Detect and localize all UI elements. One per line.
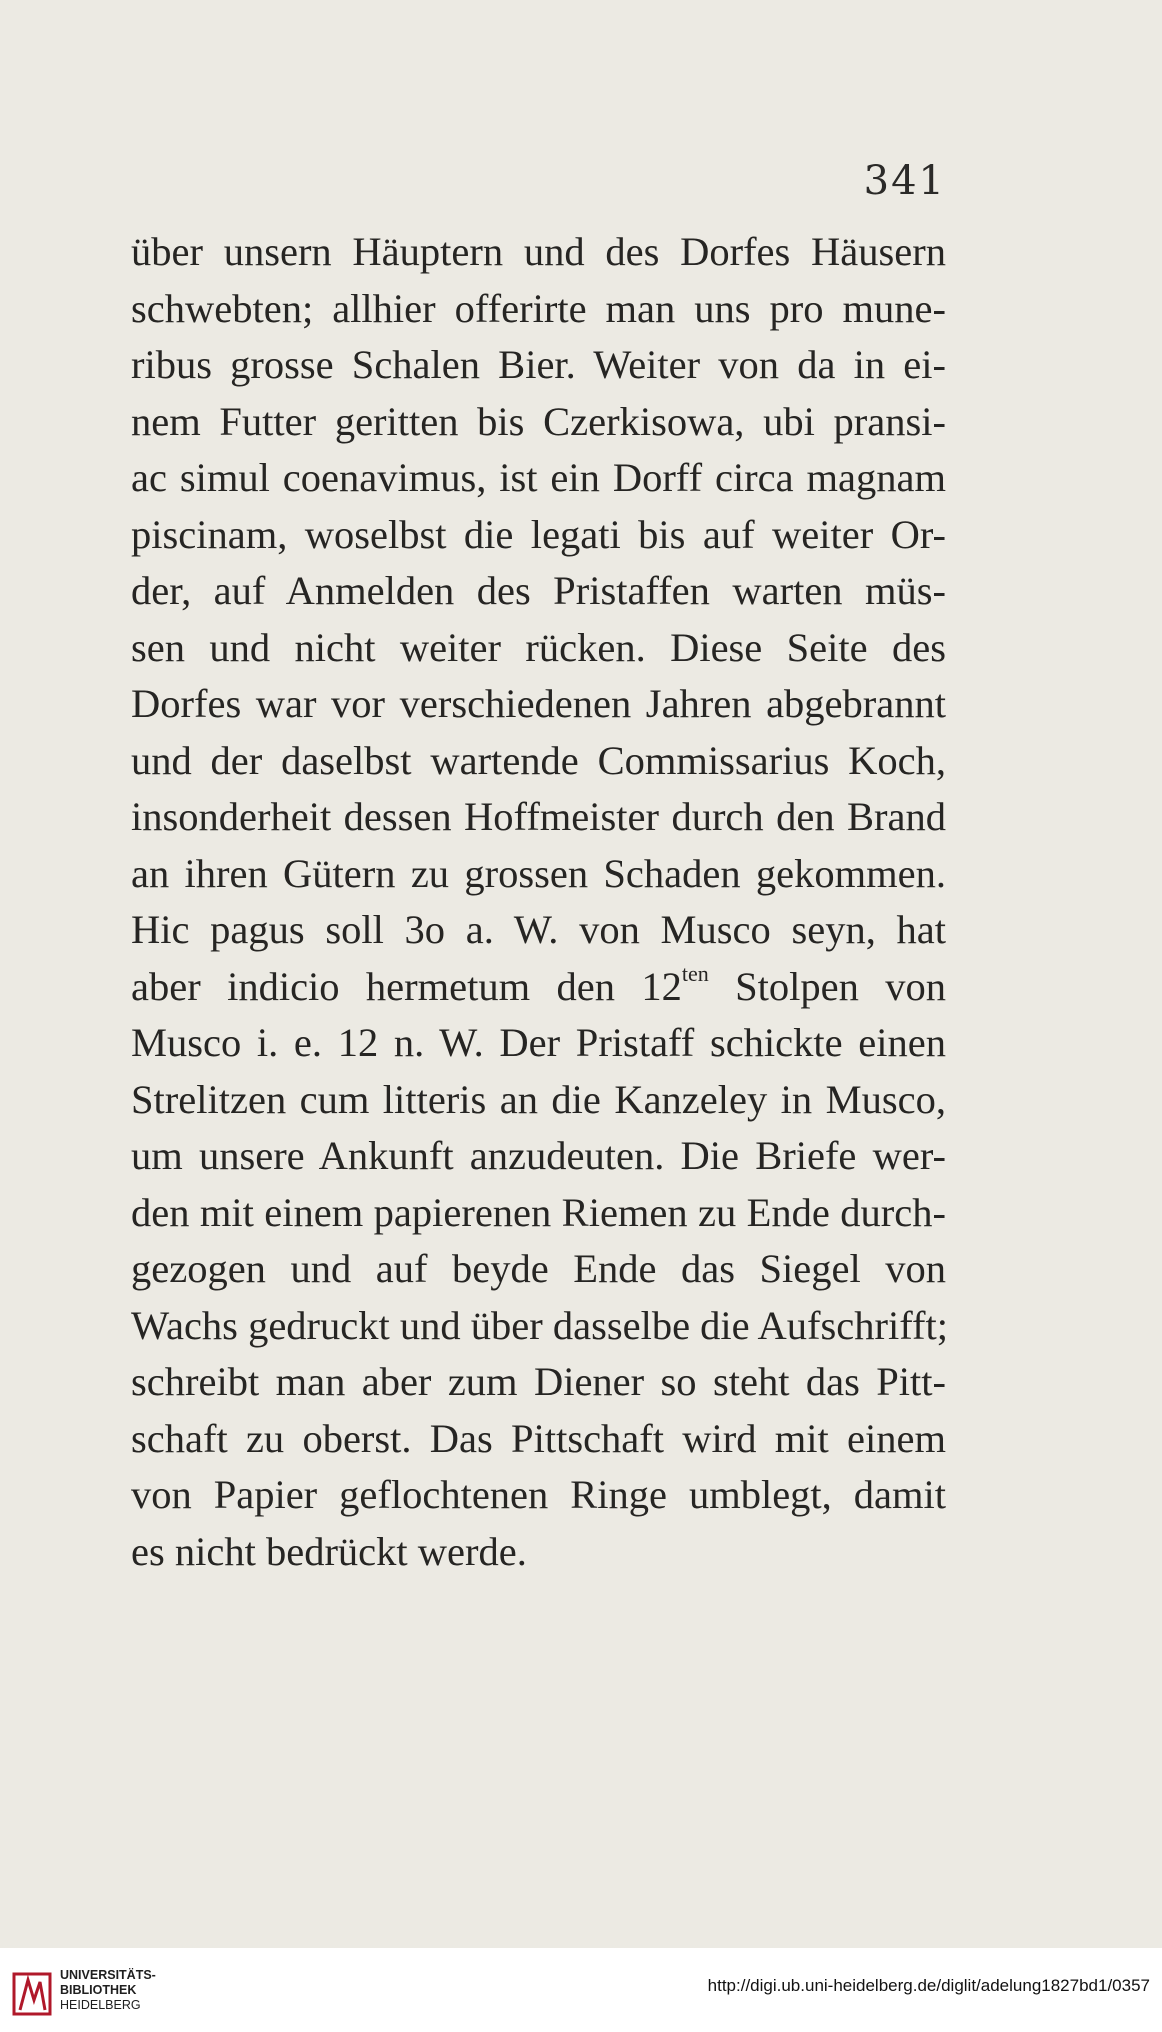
text-line-with-superscript — [131, 959, 946, 1016]
line-part-after: Stolpen von — [708, 963, 946, 1009]
text-line: den mit einem papierenen Riemen zu Ende durch- — [131, 1189, 946, 1235]
text-line: ac simul coenavimus, ist ein Dorff circa magnam — [131, 455, 946, 500]
text-line: piscinam, woselbst die legati bis auf weiter Or- — [131, 511, 946, 557]
library-name-line: BIBLIOTHEK — [60, 1983, 137, 1997]
text-line: es nicht bedrückt werde. — [131, 1528, 527, 1574]
text-line: schwebten; allhier offerirte man uns pro mune- — [131, 285, 946, 331]
source-url[interactable]: http://digi.ub.uni-heidelberg.de/diglit/adelung1827bd1/0357 — [707, 1976, 1150, 1995]
library-name-line: UNIVERSITÄTS- — [60, 1968, 156, 1982]
text-line: Musco i. e. 12 n. W. Der Pristaff schickte einen — [131, 1020, 946, 1065]
text-line: schaft zu oberst. Das Pittschaft wird mit einem — [131, 1415, 946, 1461]
text-line: an ihren Gütern zu grossen Schaden gekommen. — [131, 850, 946, 896]
footer-bar — [0, 1948, 1162, 2032]
text-line: nem Futter geritten bis Czerkisowa, ubi pransi- — [131, 398, 946, 444]
library-logo-icon — [12, 1970, 52, 2018]
text-line: und der daselbst wartende Commissarius Koch, — [131, 737, 946, 783]
text-line: über unsern Häuptern und des Dorfes Häusern — [131, 229, 946, 274]
superscript: ten — [681, 961, 709, 986]
page-number: 341 — [863, 158, 946, 204]
text-line: insonderheit dessen Hoffmeister durch den Brand — [131, 794, 946, 839]
library-name — [60, 1968, 156, 2013]
text-line: Wachs gedruckt und über dasselbe die Aufschrifft; — [131, 1302, 949, 1348]
library-name-line: HEIDELBERG — [60, 1998, 141, 2012]
text-line: Strelitzen cum litteris an die Kanzeley in Musco, — [131, 1076, 946, 1122]
text-line: sen und nicht weiter rücken. Diese Seite des — [131, 624, 946, 670]
text-line: schreibt man aber zum Diener so steht das Pitt- — [131, 1359, 946, 1404]
text-line: gezogen und auf beyde Ende das Siegel von — [131, 1246, 946, 1291]
text-line: um unsere Ankunft anzudeuten. Die Briefe wer- — [131, 1133, 946, 1178]
text-line: von Papier geflochtenen Ringe umblegt, damit — [131, 1472, 946, 1517]
text-line: ribus grosse Schalen Bier. Weiter von da in ei- — [131, 342, 946, 387]
line-part-before: aber indicio hermetum den 12 — [131, 963, 682, 1009]
text-line: Hic pagus soll 3o a. W. von Musco seyn, hat — [131, 907, 946, 952]
text-line: der, auf Anmelden des Pristaffen warten müs- — [131, 568, 946, 613]
body-text — [131, 224, 949, 1580]
text-line: Dorfes war vor verschiedenen Jahren abgebrannt — [131, 681, 946, 726]
